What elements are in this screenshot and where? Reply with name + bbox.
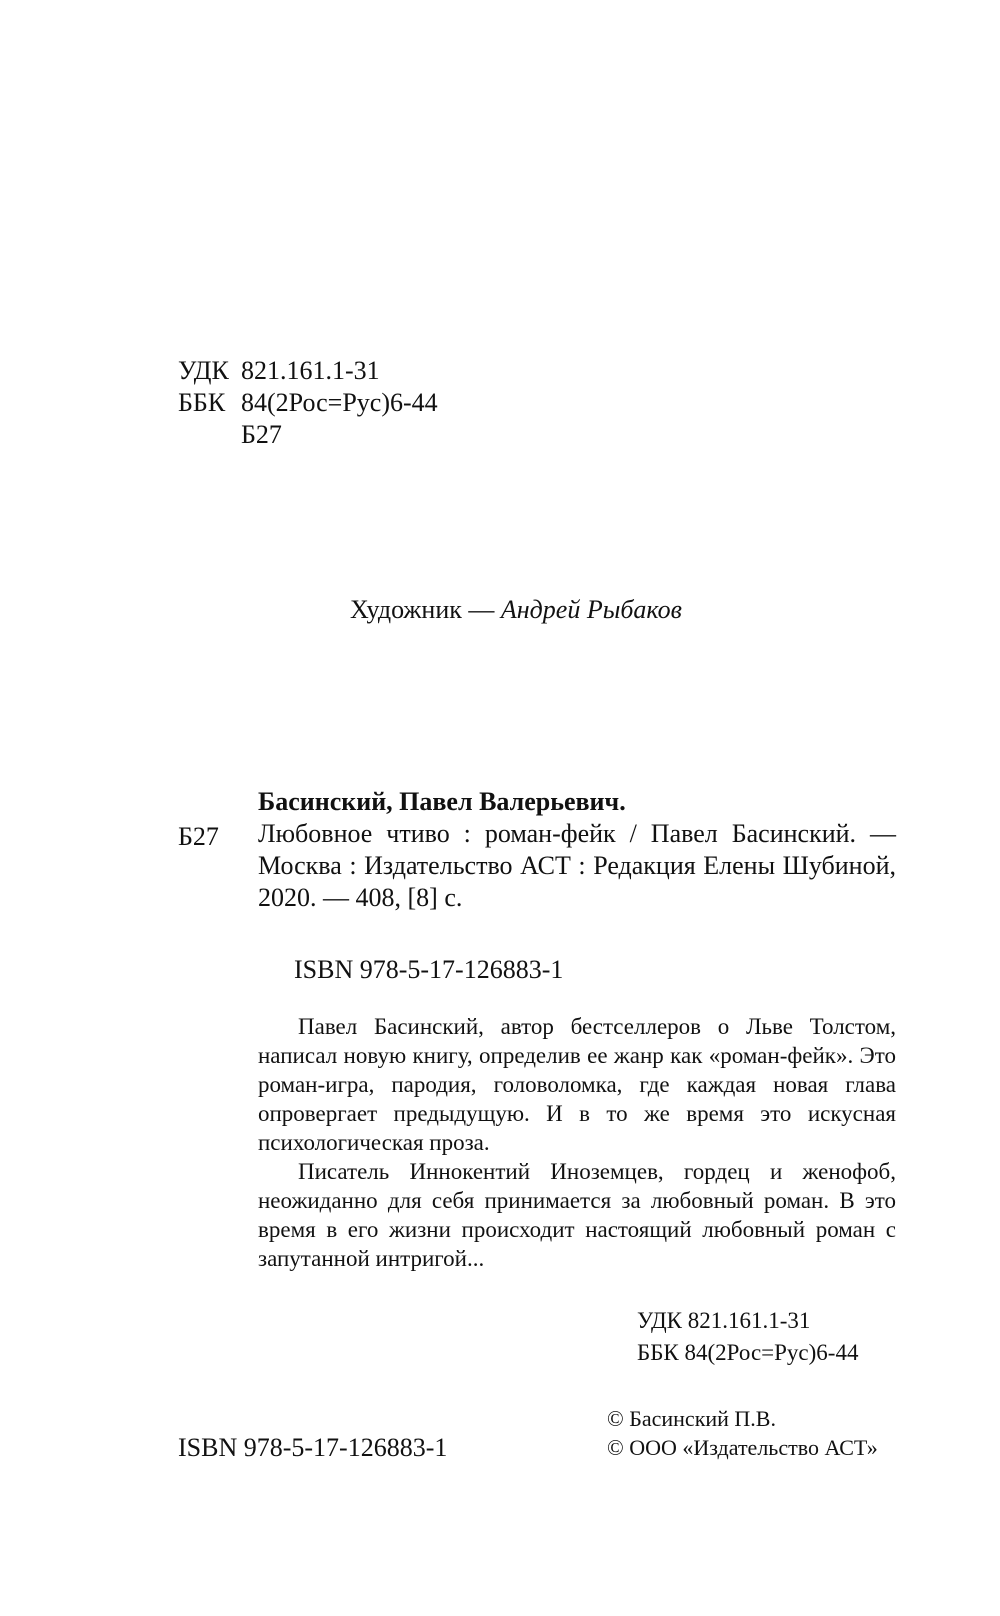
catalog-author: Басинский, Павел Валерьевич.: [258, 787, 626, 816]
abstract: [258, 1012, 896, 1273]
udk-label: УДК: [178, 356, 229, 385]
isbn-bottom: ISBN 978-5-17-126883-1: [178, 1433, 448, 1462]
cutter-code-top: Б27: [241, 420, 282, 449]
bbk-row: [178, 387, 438, 419]
copyright-publisher: © ООО «Издательство АСТ»: [607, 1435, 878, 1460]
artist-name: Андрей Рыбаков: [500, 595, 682, 624]
artist-credit: [350, 595, 682, 625]
bbk-bottom: ББК 84(2Рос=Рус)6-44: [637, 1340, 859, 1365]
udk-value: 821.161.1-31: [241, 356, 380, 385]
catalog-isbn: ISBN 978-5-17-126883-1: [294, 955, 564, 984]
copyright-author: © Басинский П.В.: [607, 1406, 776, 1431]
udk-row: [178, 355, 438, 387]
cutter-row: [178, 419, 438, 451]
classification-bottom: [637, 1305, 858, 1369]
classification-top: [178, 355, 438, 451]
abstract-paragraph-1: Павел Басинский, автор бестселлеров о Льве Толстом, написал новую книгу, определив ее жанр как «роман-фейк». Это роман-игра, пародия, головоломка, где каждая новая глава опровергает предыдущую. И в то же время это искусная психологическая проза.: [258, 1014, 896, 1155]
artist-label: Художник —: [350, 595, 495, 624]
bbk-label: ББК: [178, 388, 226, 417]
catalog-description: Любовное чтиво : роман-фейк / Павел Басинский. — Москва : Издательство АСТ : Редакция Елены Шубиной, 2020. — 408, [8] с.: [258, 819, 896, 912]
copyright: [607, 1404, 878, 1462]
cutter-code-entry: Б27: [178, 822, 219, 851]
abstract-paragraph-2: Писатель Иннокентий Иноземцев, гордец и женофоб, неожиданно для себя принимается за любовный роман. В это время в его жизни происходит настоящий любовный роман с запутанной интригой...: [258, 1159, 896, 1271]
udk-bottom: УДК 821.161.1-31: [637, 1308, 811, 1333]
catalog-entry: [258, 786, 896, 914]
bbk-value: 84(2Рос=Рус)6-44: [241, 388, 438, 417]
